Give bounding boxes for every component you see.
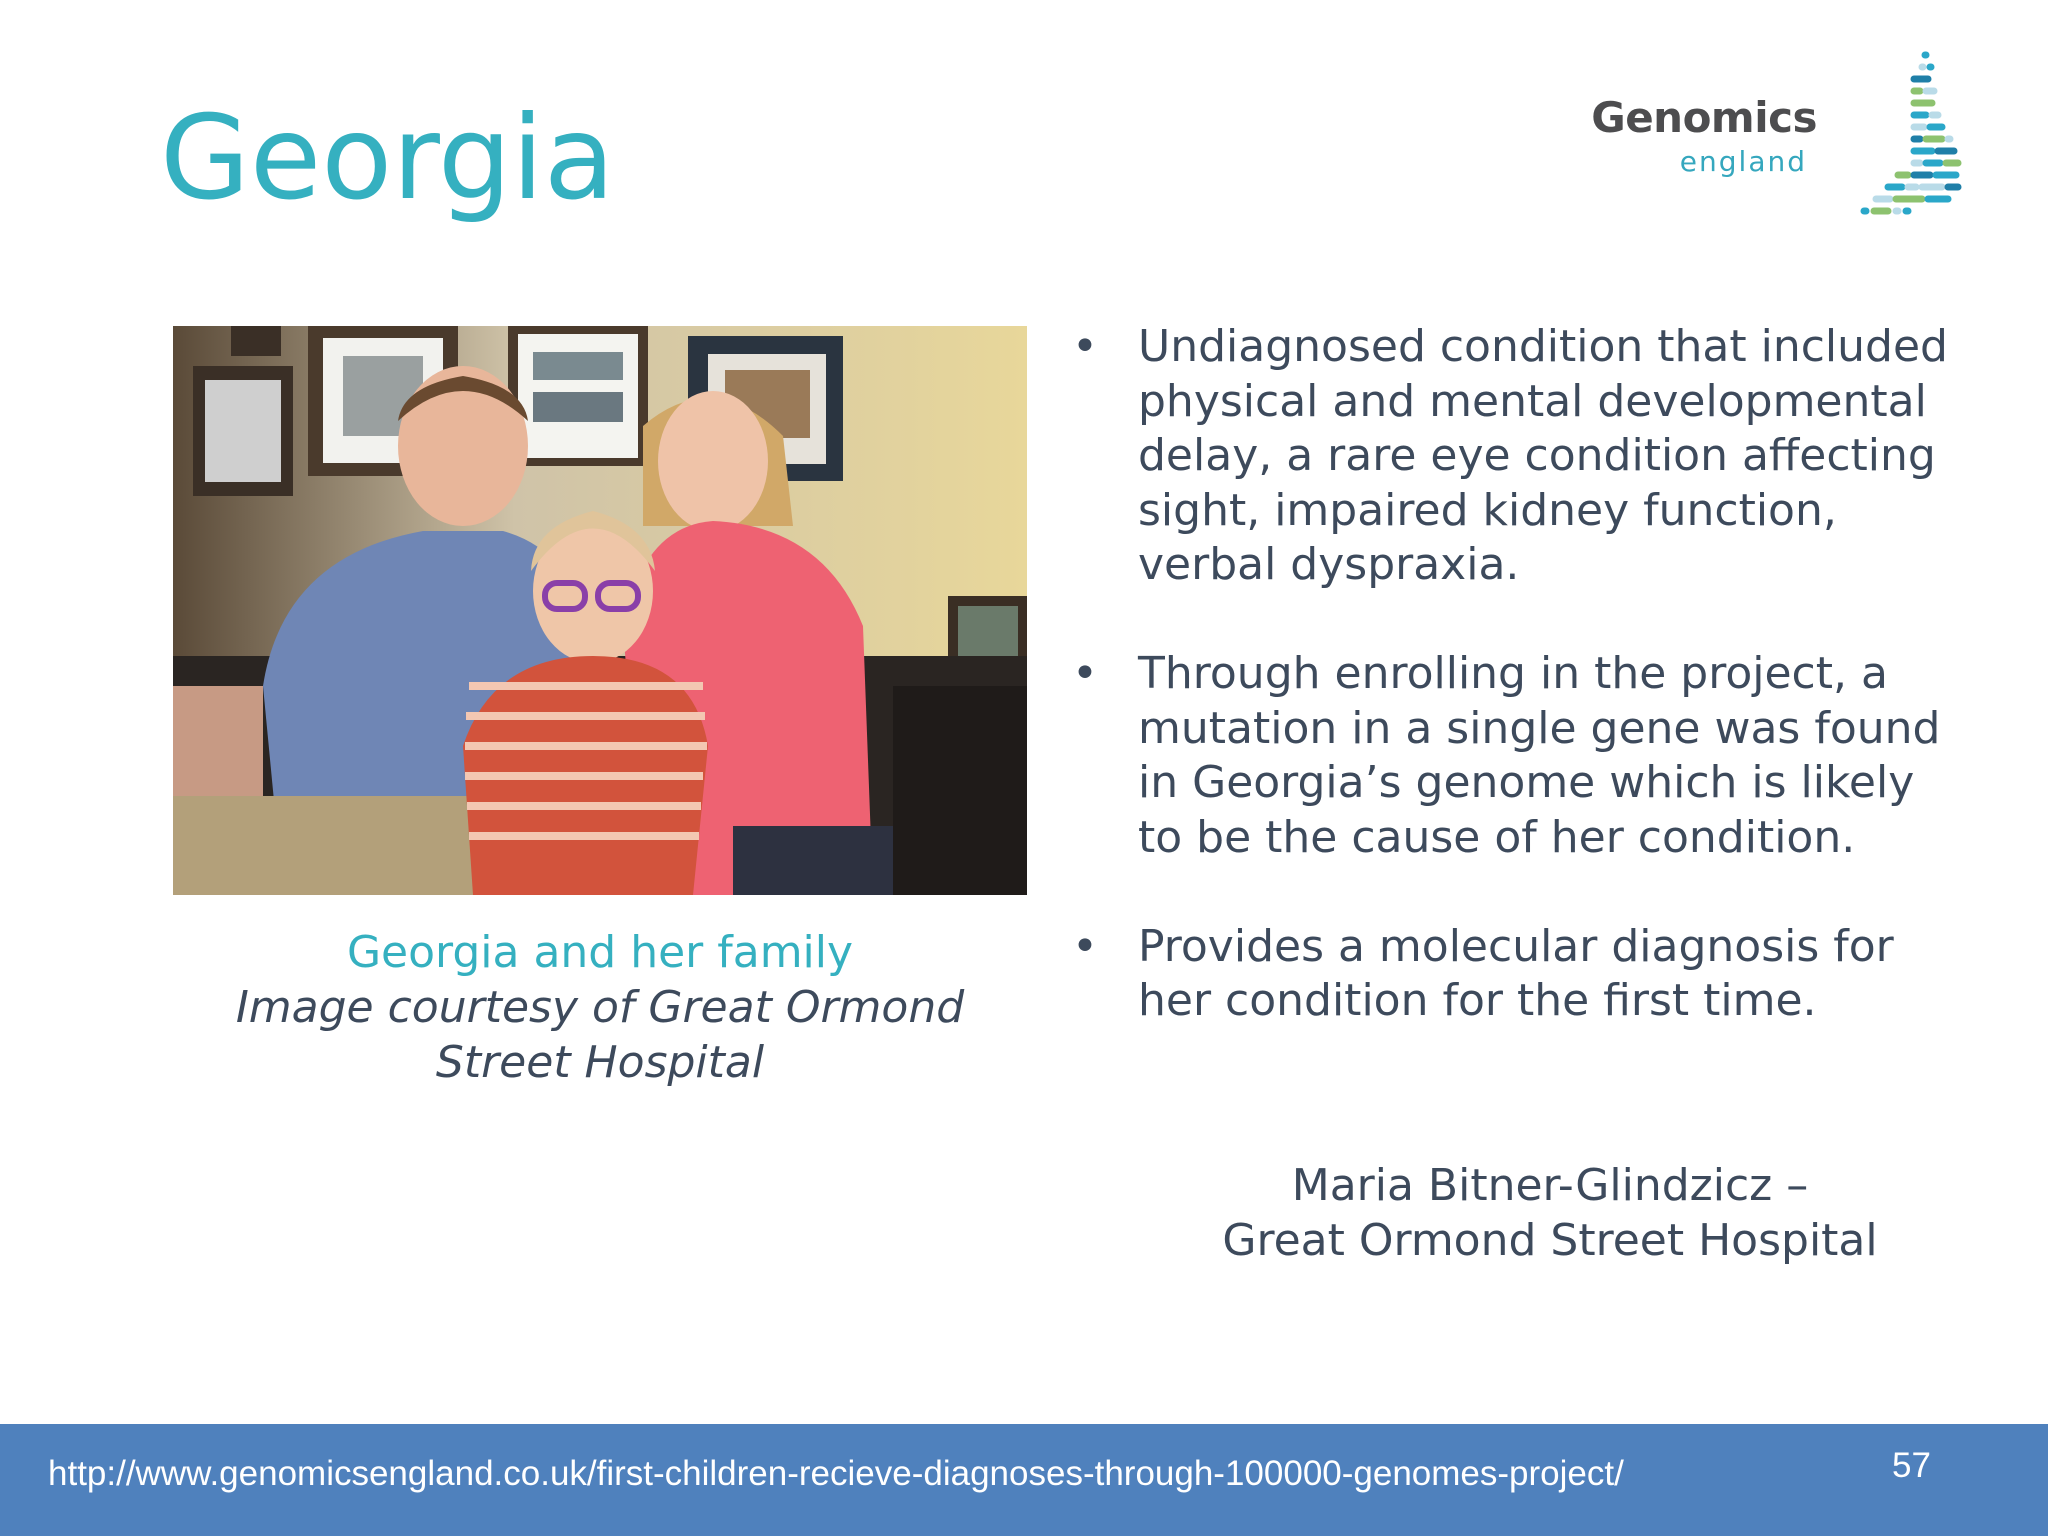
attribution-affiliation: Great Ormond Street Hospital [1222,1215,1878,1266]
bullet-item [1070,320,1950,593]
caption-credit-line-2: Street Hospital [435,1037,765,1088]
family-photo-illustration [173,326,1027,895]
attribution-name: Maria Bitner-Glindzicz – [1291,1160,1809,1211]
logo-wordmark: Genomics [1591,93,1817,142]
bullet-text: Provides a molecular diagnosis for her condition for the first time. [1138,920,1894,1026]
bullet-icon: • [1072,920,1098,972]
caption-credit-line-1: Image courtesy of Great Ormond [235,982,965,1033]
logo-subtitle: england [1679,145,1807,178]
bullet-icon: • [1072,321,1098,372]
footer-bar [0,1424,2048,1536]
bullet-list [1070,320,1950,1083]
bullet-text: Undiagnosed condition that included physical and mental developmental delay, a rare eye condition affecting sight, impaired kidney function, verbal dyspraxia. [1138,321,1948,590]
page-number: 57 [1892,1446,1931,1485]
uk-map-dots-icon [1830,45,1980,230]
source-link[interactable]: http://www.genomicsengland.co.uk/first-children-recieve-diagnoses-through-100000-genomes-project/ [48,1454,1624,1493]
caption-title: Georgia and her family [346,927,854,978]
bullet-item [1070,647,1950,865]
attribution [1100,1158,2000,1268]
photo-caption [173,925,1027,1090]
bullet-text: Through enrolling in the project, a mutation in a single gene was found in Georgia’s genome which is likely to be the cause of her condition. [1138,648,1941,863]
family-photo [173,326,1027,895]
slide-title: Georgia [160,91,615,226]
genomics-england-logo [1591,45,1980,230]
bullet-item [1070,920,1950,1029]
bullet-icon: • [1072,648,1098,699]
